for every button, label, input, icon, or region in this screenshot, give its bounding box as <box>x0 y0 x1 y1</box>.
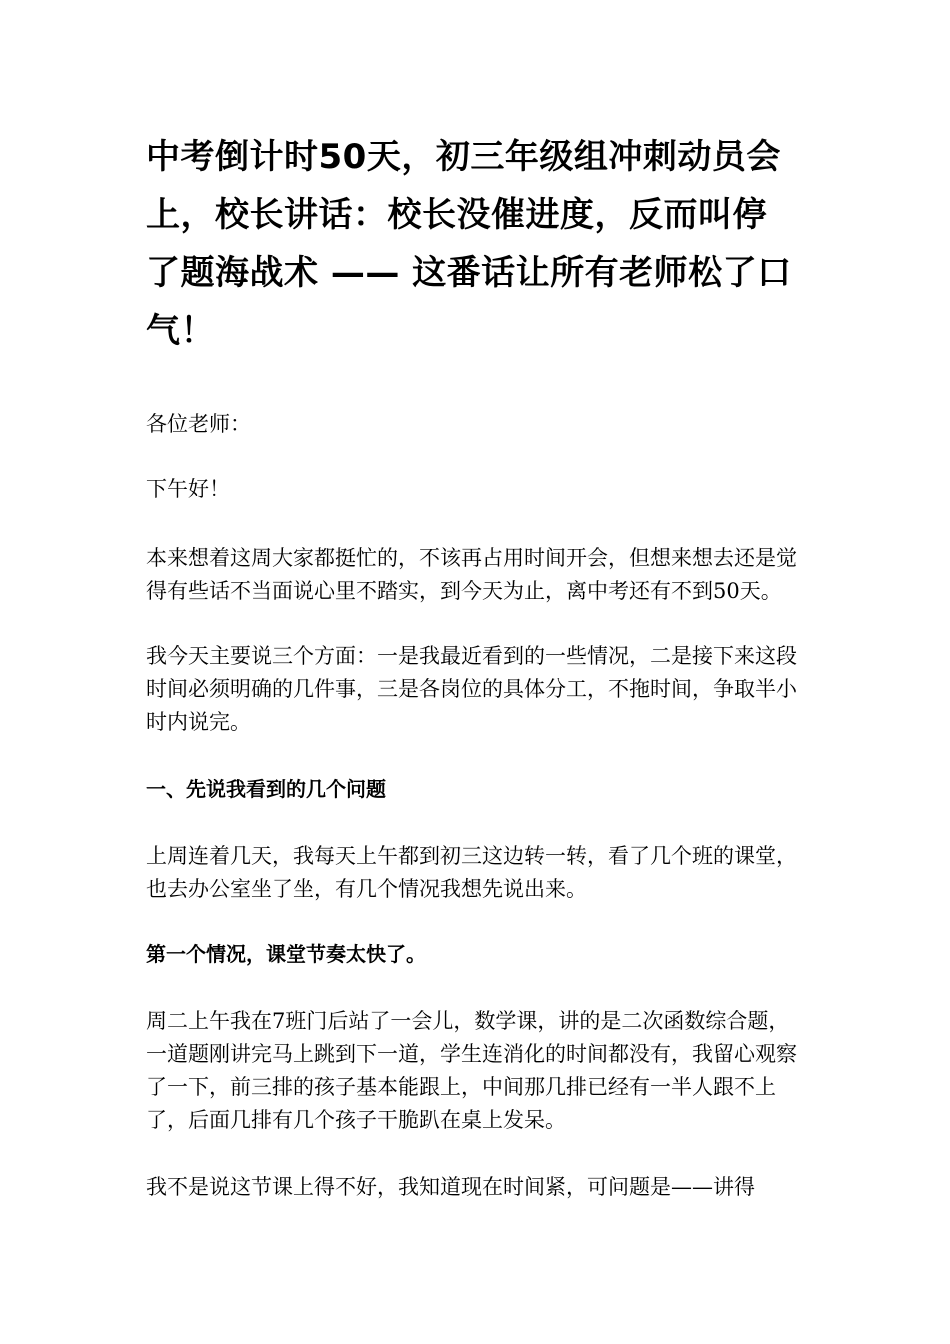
paragraph-intro: 本来想着这周大家都挺忙的，不该再占用时间开会，但想来想去还是觉得有些话不当面说心里不踏实，到今天为止，离中考还有不到50天。 <box>146 546 797 603</box>
paragraph-math-class: 周二上午我在7班门后站了一会儿，数学课，讲的是二次函数综合题，一道题刚讲完马上跳到下一道，学生连消化的时间都没有，我留心观察了一下，前三排的孩子基本能跟上，中间那几排已经有一半人跟不上了，后面几排有几个孩子干脆趴在桌上发呆。 <box>146 1009 797 1132</box>
article-title: 中考倒计时50天，初三年级组冲刺动员会上，校长讲话：校长没催进度，反而叫停了题海战术 —— 这番话让所有老师松了口气！ <box>146 137 792 351</box>
salutation: 各位老师： <box>146 412 251 436</box>
greeting: 下午好！ <box>146 477 230 501</box>
paragraph-agenda: 我今天主要说三个方面：一是我最近看到的一些情况，二是接下来这段时间必须明确的几件事，三是各岗位的具体分工，不拖时间，争取半小时内说完。 <box>146 644 797 734</box>
point-heading-pace: 第一个情况，课堂节奏太快了。 <box>146 942 426 966</box>
paragraph-continuation: 我不是说这节课上得不好，我知道现在时间紧，可问题是——讲得 <box>146 1175 755 1199</box>
section-heading-problems: 一、先说我看到的几个问题 <box>146 777 386 801</box>
paragraph-observation: 上周连着几天，我每天上午都到初三这边转一转，看了几个班的课堂，也去办公室坐了坐，有几个情况我想先说出来。 <box>146 844 797 901</box>
document-page <box>146 128 798 1204</box>
